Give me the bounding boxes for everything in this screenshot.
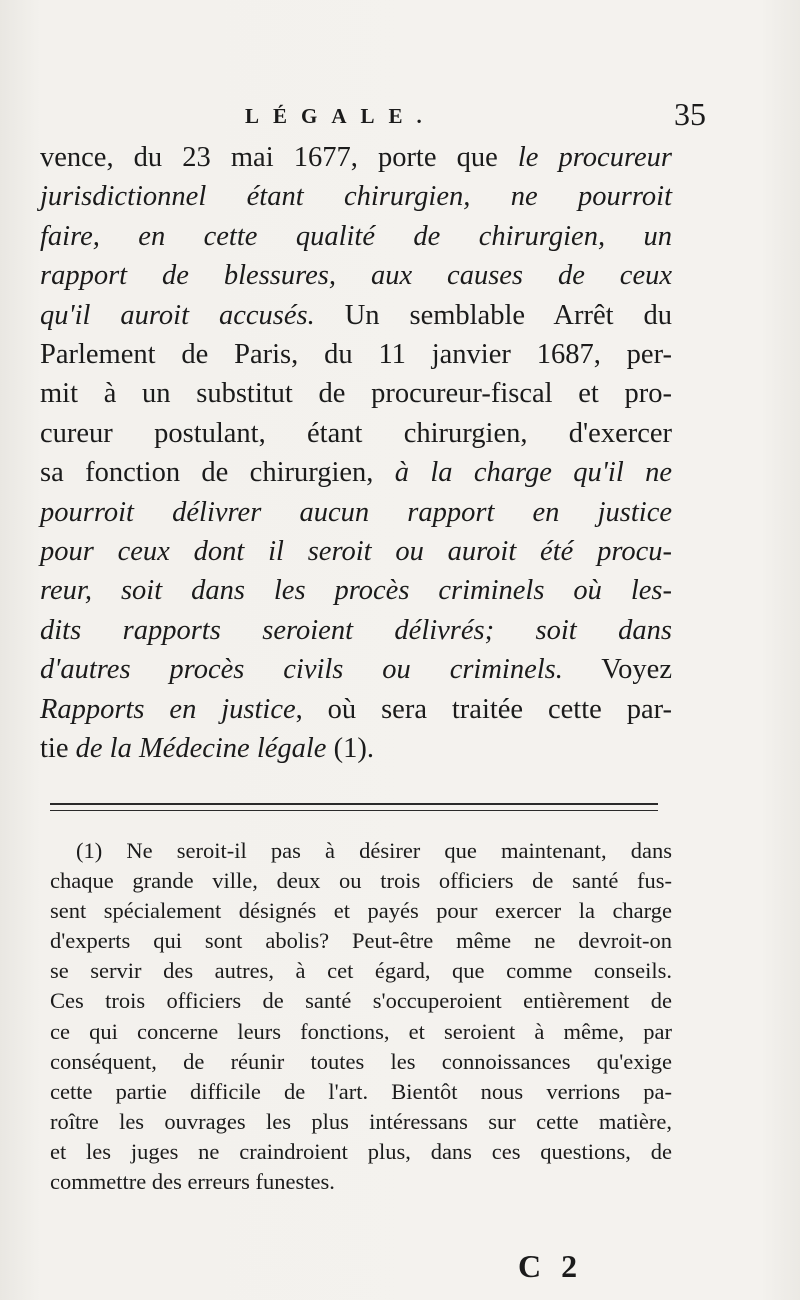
footnote-line: conséquent, de réunir toutes les connoissances qu'exige: [50, 1048, 672, 1074]
footnote-line: roître les ouvrages les plus intéressans sur cette matière,: [50, 1108, 672, 1134]
footnote-line: ce qui concerne leurs fonctions, et seroient à même, par: [50, 1018, 672, 1044]
text-line: [40, 690, 672, 729]
roman-text: (1).: [326, 733, 374, 765]
italic-text: à la charge qu'il ne: [394, 457, 672, 489]
italic-text: reur, soit dans les procès criminels où les-: [40, 575, 672, 607]
text-line: [40, 138, 672, 177]
footnote-line: chaque grande ville, deux ou trois officiers de santé fus-: [50, 868, 672, 894]
text-line: [40, 571, 672, 610]
text-line: [40, 335, 672, 374]
roman-text: vence, du 23 mai 1677, porte que: [40, 142, 518, 173]
italic-text: le procureur: [517, 142, 672, 173]
italic-text: dits rapports seroient délivrés; soit dans: [40, 614, 672, 646]
footnote-line: Ces trois officiers de santé s'occuperoient entièrement de: [50, 988, 672, 1014]
text-line: [40, 256, 672, 295]
italic-text: qu'il auroit accusés.: [40, 299, 315, 331]
italic-text: jurisdictionnel étant chirurgien, ne pourroit: [40, 181, 672, 213]
text-line: [40, 177, 672, 216]
footnote: [50, 836, 672, 1197]
italic-text: pour ceux dont il seroit ou auroit été procu-: [40, 536, 672, 568]
text-line: [40, 296, 672, 335]
roman-text: Parlement de Paris, du 11 janvier 1687, per-: [40, 339, 672, 371]
text-line: [40, 611, 672, 650]
running-title: LÉGALE.: [245, 104, 436, 128]
signature-mark: C 2: [518, 1248, 584, 1284]
italic-text: pourroit délivrer aucun rapport en justice: [40, 496, 672, 528]
roman-text: Voyez: [562, 654, 672, 686]
text-line: [40, 650, 672, 689]
roman-text: , où sera traitée cette par-: [295, 693, 673, 725]
italic-text: de la Médecine légale: [75, 733, 327, 765]
roman-text: tie: [40, 733, 76, 765]
italic-text: faire, en cette qualité de chirurgien, un: [40, 220, 672, 252]
running-head: [50, 96, 710, 136]
text-line: [40, 729, 672, 768]
roman-text: mit à un substitut de procureur-fiscal et pro-: [40, 378, 672, 410]
footnote-line: cette partie difficile de l'art. Bientôt nous verrions pa-: [50, 1078, 672, 1104]
roman-text: Un semblable Arrêt du: [314, 299, 673, 331]
footnote-line: d'experts qui sont abolis? Peut-être même ne devroit-on: [50, 928, 672, 954]
text-line: [40, 493, 672, 532]
footnote-line: et les juges ne craindroient plus, dans ces questions, de: [50, 1138, 672, 1164]
footnote-line: commettre des erreurs funestes.: [50, 1169, 335, 1195]
text-line: [40, 414, 672, 453]
footnote-line: (1) Ne seroit-il pas à désirer que maintenant, dans: [76, 838, 672, 863]
main-text: [40, 138, 672, 769]
roman-text: sa fonction de chirurgien,: [40, 457, 395, 489]
text-line: [40, 453, 672, 492]
roman-text: cureur postulant, étant chirurgien, d'exercer: [40, 417, 672, 449]
italic-text: d'autres procès civils ou criminels.: [40, 654, 563, 686]
footnote-line: sent spécialement désignés et payés pour exercer la charge: [50, 898, 672, 924]
page-number: 35: [674, 96, 706, 132]
footnote-divider: [50, 803, 658, 811]
italic-text: rapport de blessures, aux causes de ceux: [40, 260, 672, 292]
text-line: [40, 532, 672, 571]
italic-text: Rapports en justice: [40, 693, 296, 725]
text-line: [40, 217, 672, 256]
footnote-line: se servir des autres, à cet égard, que comme conseils.: [50, 958, 672, 984]
text-line: [40, 374, 672, 413]
